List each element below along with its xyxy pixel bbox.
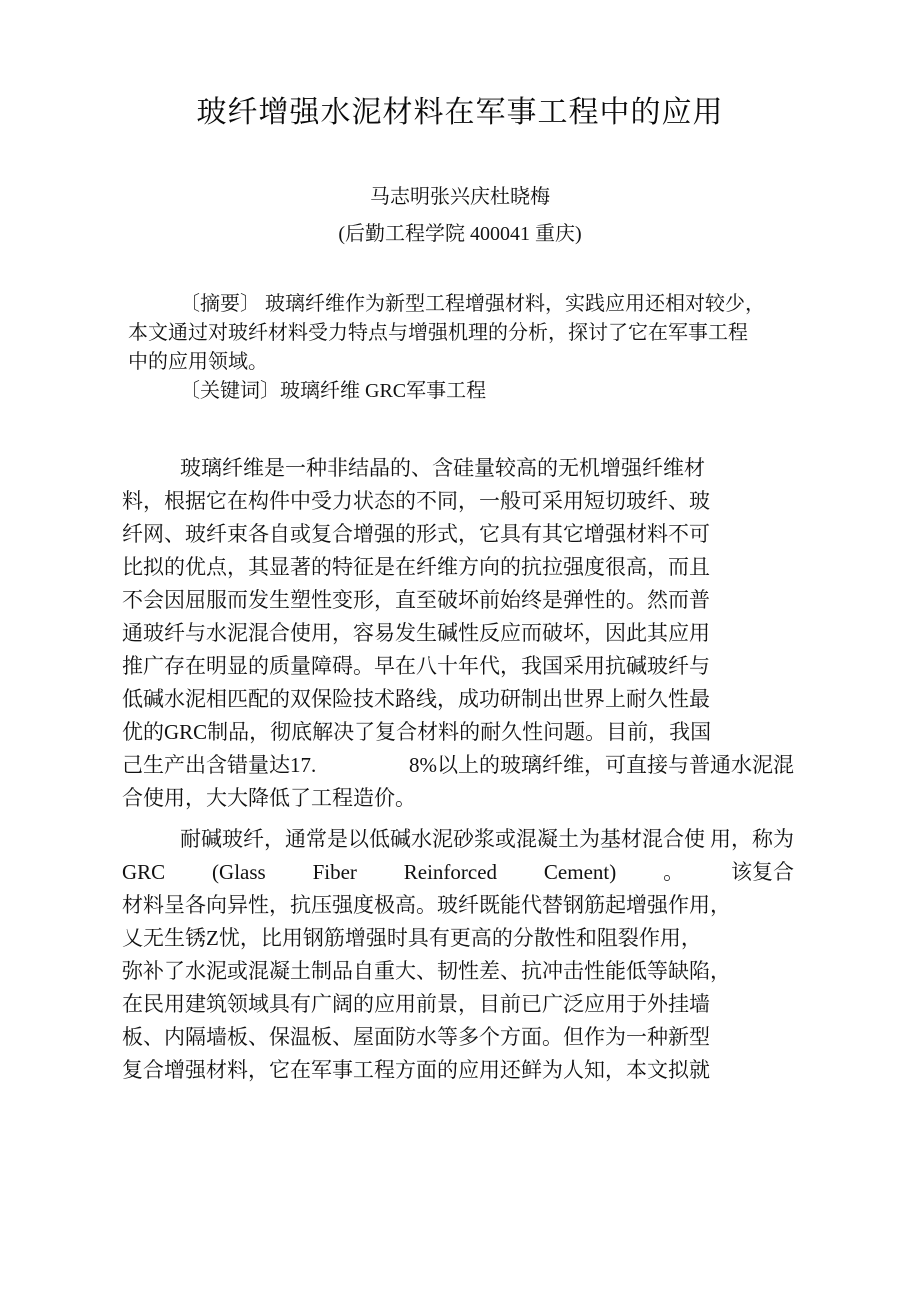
body-line: 乂无生锈Z忧，比用钢筋增强时具有更高的分散性和阻裂作用， — [122, 926, 702, 950]
grc-token: Cement) — [543, 860, 617, 884]
paragraph-2 — [122, 823, 794, 1087]
grc-token: (Glass — [212, 860, 266, 884]
byline — [0, 184, 920, 247]
grc-justified-line — [122, 856, 794, 889]
body-line: 优的GRC制品，彻底解决了复合材料的耐久性问题。目前，我国 — [122, 720, 712, 744]
body-line: 料，根据它在构件中受力状态的不同，一般可采用短切玻纤、玻 — [122, 489, 710, 513]
body-line-split — [122, 749, 794, 782]
keywords-line: 〔关键词〕玻璃纤维 GRC军事工程 — [180, 380, 487, 402]
body-line: 纤网、玻纤束各自或复合增强的形式，它具有其它增强材料不可 — [122, 522, 710, 546]
grc-token: 。 — [663, 860, 685, 884]
page-title: 玻纤增强水泥材料在军事工程中的应用 — [196, 96, 724, 129]
split-line-right: 8%以上的玻璃纤维，可直接与普通水泥混 — [409, 753, 794, 777]
body-line: 不会因屈服而发生塑性变形，直至破坏前始终是弹性的。然而普 — [122, 588, 710, 612]
body-line: 板、内隔墙板、保温板、屋面防水等多个方面。但作为一种新型 — [122, 1025, 710, 1049]
abstract-block — [128, 290, 794, 406]
grc-token: GRC — [122, 860, 166, 884]
body-line: 通玻纤与水泥混合使用，容易发生碱性反应而破坏，因此其应用 — [122, 621, 710, 645]
abstract-line: 中的应用领域。 — [128, 351, 268, 373]
split-line-left: 己生产出含错量达17. — [122, 753, 317, 777]
para2-first-left: 耐碱玻纤，通常是以低碱水泥砂浆或混凝土为基材混合使 — [180, 827, 705, 851]
abstract-line: 〔摘要〕 玻璃纤维作为新型工程增强材料，实践应用还相对较少， — [180, 293, 765, 315]
grc-token: Reinforced — [403, 860, 498, 884]
body-line: 推广存在明显的质量障碍。早在八十年代，我国采用抗碱玻纤与 — [122, 654, 710, 678]
para2-first-right: 用，称为 — [710, 827, 794, 851]
body-text — [122, 452, 794, 1087]
body-line: 在民用建筑领域具有广阔的应用前景，目前已广泛应用于外挂墙 — [122, 992, 710, 1016]
abstract-line: 本文通过对玻纤材料受力特点与增强机理的分析，探讨了它在军事工程 — [128, 322, 748, 344]
body-line: 玻璃纤维是一种非结晶的、含硅量较高的无机增强纤维材 — [180, 456, 705, 480]
body-line: 比拟的优点，其显著的特征是在纤维方向的抗拉强度很高，而且 — [122, 555, 710, 579]
body-line: 低碱水泥相匹配的双保险技术路线，成功研制出世界上耐久性最 — [122, 687, 710, 711]
body-line-split — [122, 823, 794, 856]
body-line: 弥补了水泥或混凝土制品自重大、韧性差、抗冲击性能低等缺陷， — [122, 959, 731, 983]
authors-line: 马志明张兴庆杜晓梅 — [370, 186, 550, 208]
grc-token: 该复合 — [730, 860, 794, 884]
body-line: 复合增强材料，它在军事工程方面的应用还鲜为人知，本文拟就 — [122, 1058, 710, 1082]
body-line: 合使用，大大降低了工程造价。 — [122, 786, 416, 810]
paragraph-1 — [122, 452, 794, 815]
affiliation-line: (后勤工程学院 400041 重庆) — [338, 223, 582, 245]
body-line: 材料呈各向异性，抗压强度极高。玻纤既能代替钢筋起增强作用， — [122, 893, 731, 917]
grc-token: Fiber — [312, 860, 357, 884]
